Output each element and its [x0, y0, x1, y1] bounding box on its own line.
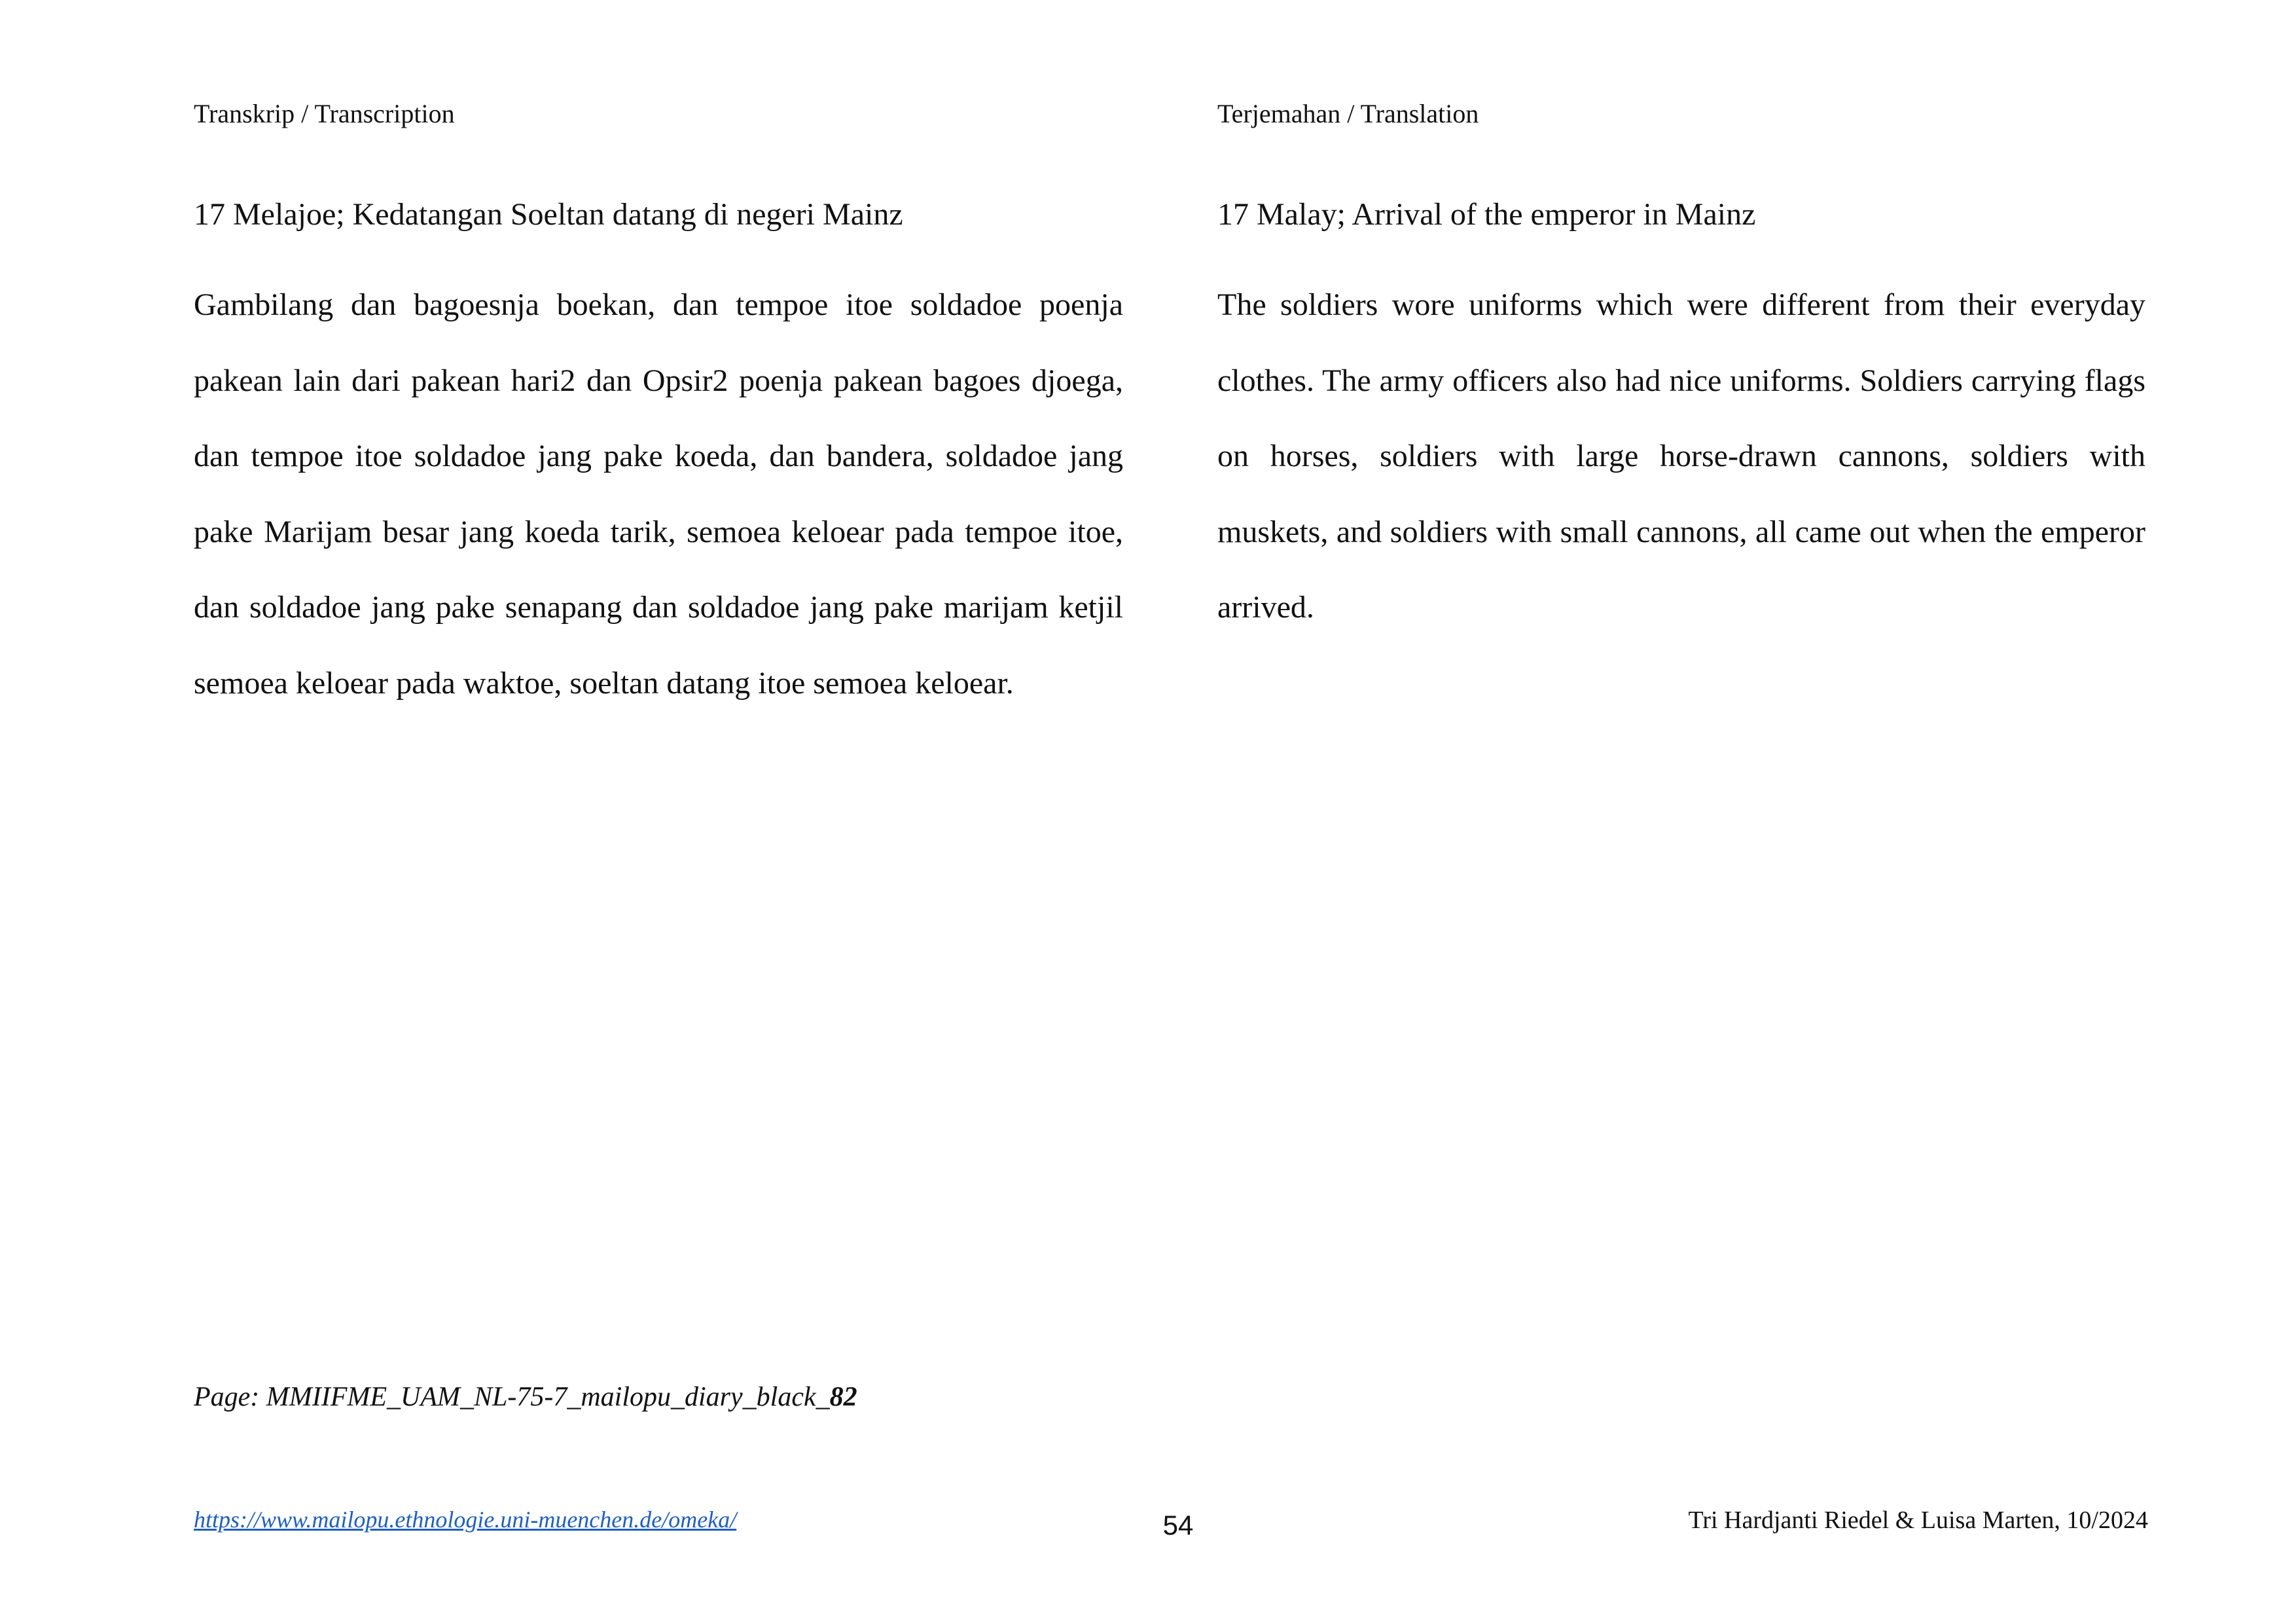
authors-credit: Tri Hardjanti Riedel & Luisa Marten, 10/2024 [1688, 1506, 2148, 1534]
transcription-heading: Transkrip / Transcription [194, 99, 455, 128]
page-reference-number: 82 [829, 1382, 857, 1412]
translation-heading: Terjemahan / Translation [1217, 99, 1479, 128]
translation-entry-body: The soldiers wore uniforms which were different from their everyday clothes. The army officers also had nice uniforms. Soldiers carrying flags on horses, soldiers with large horse-drawn cannons, soldiers with muskets, and soldiers with small cannons, all came out when the emperor arrived. [1217, 287, 2145, 625]
omeka-link[interactable]: https://www.mailopu.ethnologie.uni-muenchen.de/omeka/ [194, 1506, 737, 1533]
page-reference [194, 1379, 857, 1415]
transcription-entry-title: 17 Melajoe; Kedatangan Soeltan datang di negeri Mainz [194, 197, 903, 232]
page-number: 54 [1162, 1510, 1194, 1541]
translation-entry-title: 17 Malay; Arrival of the emperor in Mainz [1217, 197, 1756, 232]
page-reference-prefix: Page: MMIIFME_UAM_NL-75-7_mailopu_diary_black_ [194, 1382, 830, 1412]
transcription-entry-body: Gambilang dan bagoesnja boekan, dan tempoe itoe soldadoe poenja pakean lain dari pakean hari2 dan Opsir2 poenja pakean bagoes djoega, dan tempoe itoe soldadoe jang pake koeda, dan bandera, soldadoe jang pake Marijam besar jang koeda tarik, semoea keloear pada tempoe itoe, dan soldadoe jang pake senapang dan soldadoe jang pake marijam ketjil semoea keloear pada waktoe, soeltan datang itoe semoea keloear. [194, 287, 1123, 701]
